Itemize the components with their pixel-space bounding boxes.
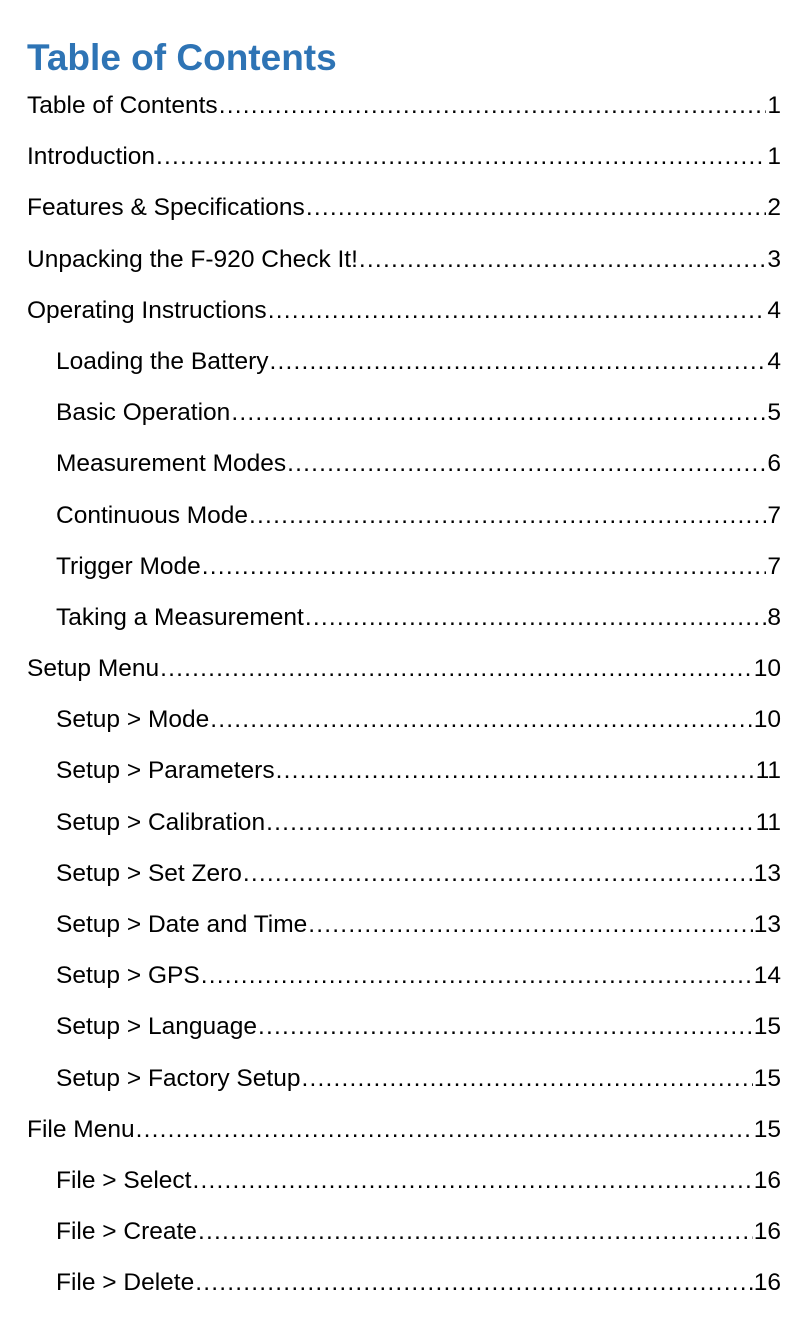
- toc-entry[interactable]: [0, 131, 808, 182]
- toc-entry[interactable]: [0, 592, 808, 643]
- toc-dot-leader: [276, 745, 755, 796]
- toc-entry-title: Continuous Mode: [56, 501, 249, 529]
- toc-entry[interactable]: [0, 848, 808, 899]
- toc-dot-leader: [201, 950, 753, 1001]
- toc-entry-title: File > Delete: [56, 1269, 195, 1297]
- toc-entry-title: Features & Specifications: [27, 194, 305, 222]
- toc-dot-leader: [193, 1155, 753, 1206]
- toc-dot-leader: [243, 848, 753, 899]
- toc-dot-leader: [198, 1206, 753, 1257]
- toc-dot-leader: [160, 643, 753, 694]
- toc-dot-leader: [308, 899, 752, 950]
- toc-dot-leader: [270, 336, 767, 387]
- toc-entry[interactable]: [0, 745, 808, 796]
- toc-entry[interactable]: [0, 1001, 808, 1052]
- toc-entry-title: File > Create: [56, 1218, 197, 1246]
- toc-dot-leader: [219, 80, 767, 131]
- toc-entry-page-number: 16: [753, 1218, 781, 1246]
- toc-entry-title: Setup Menu: [27, 655, 160, 683]
- toc-entry-page-number: 11: [755, 808, 781, 836]
- toc-entry-page-number: 11: [755, 757, 781, 785]
- toc-entry-title: Introduction: [27, 143, 156, 171]
- toc-dot-leader: [210, 694, 753, 745]
- toc-entry-title: Setup > Language: [56, 1013, 257, 1041]
- toc-entry[interactable]: [0, 797, 808, 848]
- toc-dot-leader: [306, 182, 767, 233]
- toc-entry[interactable]: [0, 541, 808, 592]
- toc-entry-page-number: 13: [753, 911, 781, 938]
- toc-entry[interactable]: [0, 80, 808, 131]
- toc-entry-page-number: 5: [767, 399, 781, 427]
- toc-entry[interactable]: [0, 1257, 808, 1308]
- toc-entry-title: Setup > Calibration: [56, 808, 266, 836]
- toc-entry-title: Setup > Set Zero: [56, 859, 242, 887]
- toc-dot-leader: [249, 490, 766, 541]
- toc-entry[interactable]: [0, 285, 808, 336]
- toc-entry-title: Table of Contents: [27, 92, 218, 119]
- toc-dot-leader: [202, 541, 767, 592]
- toc-dot-leader: [305, 592, 767, 643]
- toc-entry-title: File Menu: [27, 1115, 135, 1143]
- toc-entry-page-number: 6: [767, 450, 781, 478]
- toc-entry[interactable]: [0, 490, 808, 541]
- toc-entry-page-number: 2: [767, 194, 781, 222]
- toc-dot-leader: [231, 387, 766, 438]
- toc-entry-page-number: 10: [753, 655, 781, 683]
- toc-entry-title: Operating Instructions: [27, 296, 267, 324]
- toc-entry-page-number: 7: [767, 552, 781, 580]
- toc-entry-title: Unpacking the F-920 Check It!: [27, 245, 358, 273]
- toc-entry-page-number: 15: [753, 1064, 781, 1092]
- toc-entry-page-number: 16: [753, 1269, 781, 1297]
- toc-entry-title: Loading the Battery: [56, 347, 269, 375]
- toc-heading: Table of Contents: [27, 37, 337, 78]
- toc-entry[interactable]: [0, 1206, 808, 1257]
- toc-dot-leader: [195, 1257, 753, 1308]
- toc-entry-page-number: 3: [767, 245, 781, 273]
- toc-entry-title: Trigger Mode: [56, 552, 201, 580]
- toc-list: [0, 80, 808, 1309]
- toc-entry[interactable]: [0, 643, 808, 694]
- toc-entry-page-number: 1: [767, 92, 781, 119]
- toc-dot-leader: [266, 797, 754, 848]
- toc-entry[interactable]: [0, 438, 808, 489]
- toc-entry-page-number: 15: [753, 1115, 781, 1143]
- toc-dot-leader: [359, 234, 766, 285]
- toc-entry-page-number: 13: [753, 859, 781, 887]
- toc-entry-page-number: 14: [753, 962, 781, 990]
- toc-entry-page-number: 4: [767, 296, 781, 324]
- toc-dot-leader: [258, 1001, 753, 1052]
- toc-dot-leader: [136, 1104, 753, 1155]
- toc-dot-leader: [156, 131, 766, 182]
- toc-entry-title: Setup > Date and Time: [56, 911, 308, 938]
- toc-dot-leader: [268, 285, 767, 336]
- toc-entry-title: Setup > Parameters: [56, 757, 275, 785]
- toc-entry[interactable]: [0, 182, 808, 233]
- toc-entry-title: Basic Operation: [56, 399, 231, 427]
- toc-entry[interactable]: [0, 1104, 808, 1155]
- toc-entry-title: File > Select: [56, 1166, 192, 1194]
- toc-entry-page-number: 15: [753, 1013, 781, 1041]
- toc-dot-leader: [301, 1053, 752, 1104]
- toc-entry-title: Taking a Measurement: [56, 603, 304, 631]
- toc-entry-title: Setup > GPS: [56, 962, 200, 990]
- toc-entry-page-number: 16: [753, 1166, 781, 1194]
- toc-entry[interactable]: [0, 950, 808, 1001]
- toc-entry[interactable]: [0, 1053, 808, 1104]
- toc-entry[interactable]: [0, 694, 808, 745]
- toc-entry-title: Setup > Factory Setup: [56, 1064, 301, 1092]
- toc-entry-title: Measurement Modes: [56, 450, 287, 478]
- toc-entry[interactable]: [0, 336, 808, 387]
- toc-entry-page-number: 10: [753, 706, 781, 734]
- toc-entry-page-number: 4: [767, 347, 781, 375]
- toc-entry-title: Setup > Mode: [56, 706, 210, 734]
- toc-entry[interactable]: [0, 387, 808, 438]
- toc-entry-page-number: 7: [767, 501, 781, 529]
- toc-entry[interactable]: [0, 1155, 808, 1206]
- toc-entry-page-number: 1: [767, 143, 781, 171]
- toc-dot-leader: [287, 438, 766, 489]
- toc-entry[interactable]: [0, 899, 808, 950]
- toc-entry-page-number: 8: [767, 603, 781, 631]
- toc-entry[interactable]: [0, 234, 808, 285]
